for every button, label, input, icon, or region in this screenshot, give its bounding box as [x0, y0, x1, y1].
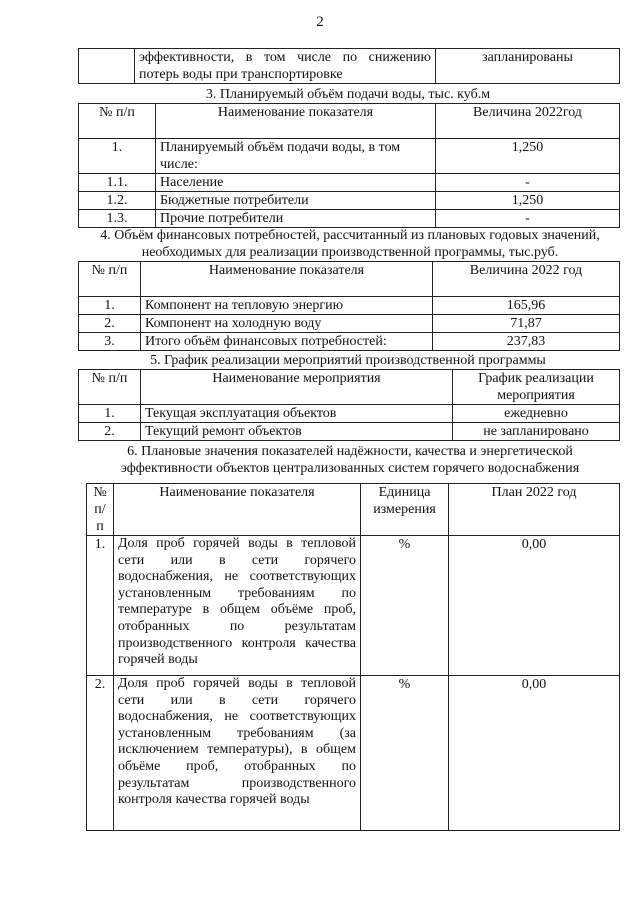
cell-unit: % — [361, 536, 449, 676]
cell-name: Текущий ремонт объектов — [141, 423, 453, 441]
table-row — [79, 297, 620, 315]
cell-num: 3. — [79, 333, 141, 351]
table-header — [87, 484, 620, 536]
table-header — [79, 104, 620, 139]
table-row — [87, 676, 620, 831]
cell-num: 2. — [79, 315, 141, 333]
header-value: Величина 2022 год — [433, 262, 620, 297]
cell-name: эффективности, в том числе по снижению потерь воды при транспортировке — [135, 49, 436, 84]
cell-unit: % — [361, 676, 449, 831]
header-unit: Единица измерения — [361, 484, 449, 536]
header-value: График реализации мероприятия — [453, 370, 620, 405]
section-5-title: 5. График реализации мероприятий производственной программы — [150, 353, 546, 368]
table-row — [79, 49, 620, 84]
table-row — [79, 423, 620, 441]
table-row — [79, 192, 620, 210]
table-row — [79, 405, 620, 423]
table-row — [79, 210, 620, 228]
page-number: 2 — [316, 14, 324, 30]
table-5 — [78, 369, 620, 441]
header-num: № п/п — [79, 104, 156, 139]
table-row — [87, 536, 620, 676]
table-3 — [78, 103, 620, 228]
cell-num: 1. — [87, 536, 114, 676]
cell-name: Итого объём финансовых потребностей: — [141, 333, 433, 351]
table-row — [79, 315, 620, 333]
header-value: План 2022 год — [449, 484, 620, 536]
header-name: Наименование показателя — [141, 262, 433, 297]
header-name: Наименование показателя — [114, 484, 361, 536]
cell-value: не запланировано — [453, 423, 620, 441]
cell-num: 2. — [87, 676, 114, 831]
cell-num — [79, 49, 135, 84]
header-value: Величина 2022год — [436, 104, 620, 139]
cell-num: 1.2. — [79, 192, 156, 210]
cell-value: 71,87 — [433, 315, 620, 333]
cell-value: 0,00 — [449, 536, 620, 676]
cell-name: Доля проб горячей воды в тепловой сети или в сети горячего водоснабжения, не соответствующих установленным требованиям (за исключением температуры), в общем объёме проб, отобранных по результатам производственного контроля качества горячей воды — [114, 676, 361, 831]
section-3-title: 3. Планируемый объём подачи воды, тыс. куб.м — [205, 87, 491, 102]
cell-name: Планируемый объём подачи воды, в том числе: — [156, 139, 436, 174]
table-header — [79, 370, 620, 405]
table-4 — [78, 261, 620, 351]
table-row — [79, 333, 620, 351]
cell-value: 1,250 — [436, 139, 620, 174]
cell-name: Бюджетные потребители — [156, 192, 436, 210]
cell-num: 1. — [79, 405, 141, 423]
header-name: Наименование показателя — [156, 104, 436, 139]
cell-name: Прочие потребители — [156, 210, 436, 228]
table-row — [79, 174, 620, 192]
table-row — [79, 139, 620, 174]
table-6 — [86, 483, 620, 831]
header-name: Наименование мероприятия — [141, 370, 453, 405]
cell-num: 2. — [79, 423, 141, 441]
section-6-title: 6. Плановые значения показателей надёжности, качества и энергетической эффективности объектов централизованных систем горячего водоснабжения — [120, 444, 580, 476]
cell-value: - — [436, 210, 620, 228]
cell-value: - — [436, 174, 620, 192]
header-num: № п/п — [79, 262, 141, 297]
top-table — [78, 48, 620, 84]
header-num: № п/п — [79, 370, 141, 405]
cell-value: 237,83 — [433, 333, 620, 351]
cell-name: Текущая эксплуатация объектов — [141, 405, 453, 423]
cell-num: 1. — [79, 297, 141, 315]
cell-value: 1,250 — [436, 192, 620, 210]
section-4-title: 4. Объём финансовых потребностей, рассчитанный из плановых годовых значений, необходимых для реализации производственной программы, тыс.руб. — [100, 228, 600, 260]
cell-name: Компонент на тепловую энергию — [141, 297, 433, 315]
table-header — [79, 262, 620, 297]
cell-value: 165,96 — [433, 297, 620, 315]
cell-value: запланированы — [436, 49, 620, 84]
cell-num: 1.3. — [79, 210, 156, 228]
cell-name: Население — [156, 174, 436, 192]
cell-value: 0,00 — [449, 676, 620, 831]
cell-name: Компонент на холодную воду — [141, 315, 433, 333]
cell-num: 1. — [79, 139, 156, 174]
cell-name: Доля проб горячей воды в тепловой сети или в сети горячего водоснабжения, не соответствующих установленным требованиям по температуре в общем объёме проб, отобранных по результатам производственного контроля качества горячей воды — [114, 536, 361, 676]
cell-num: 1.1. — [79, 174, 156, 192]
cell-value: ежедневно — [453, 405, 620, 423]
header-num: № п/п — [87, 484, 114, 536]
